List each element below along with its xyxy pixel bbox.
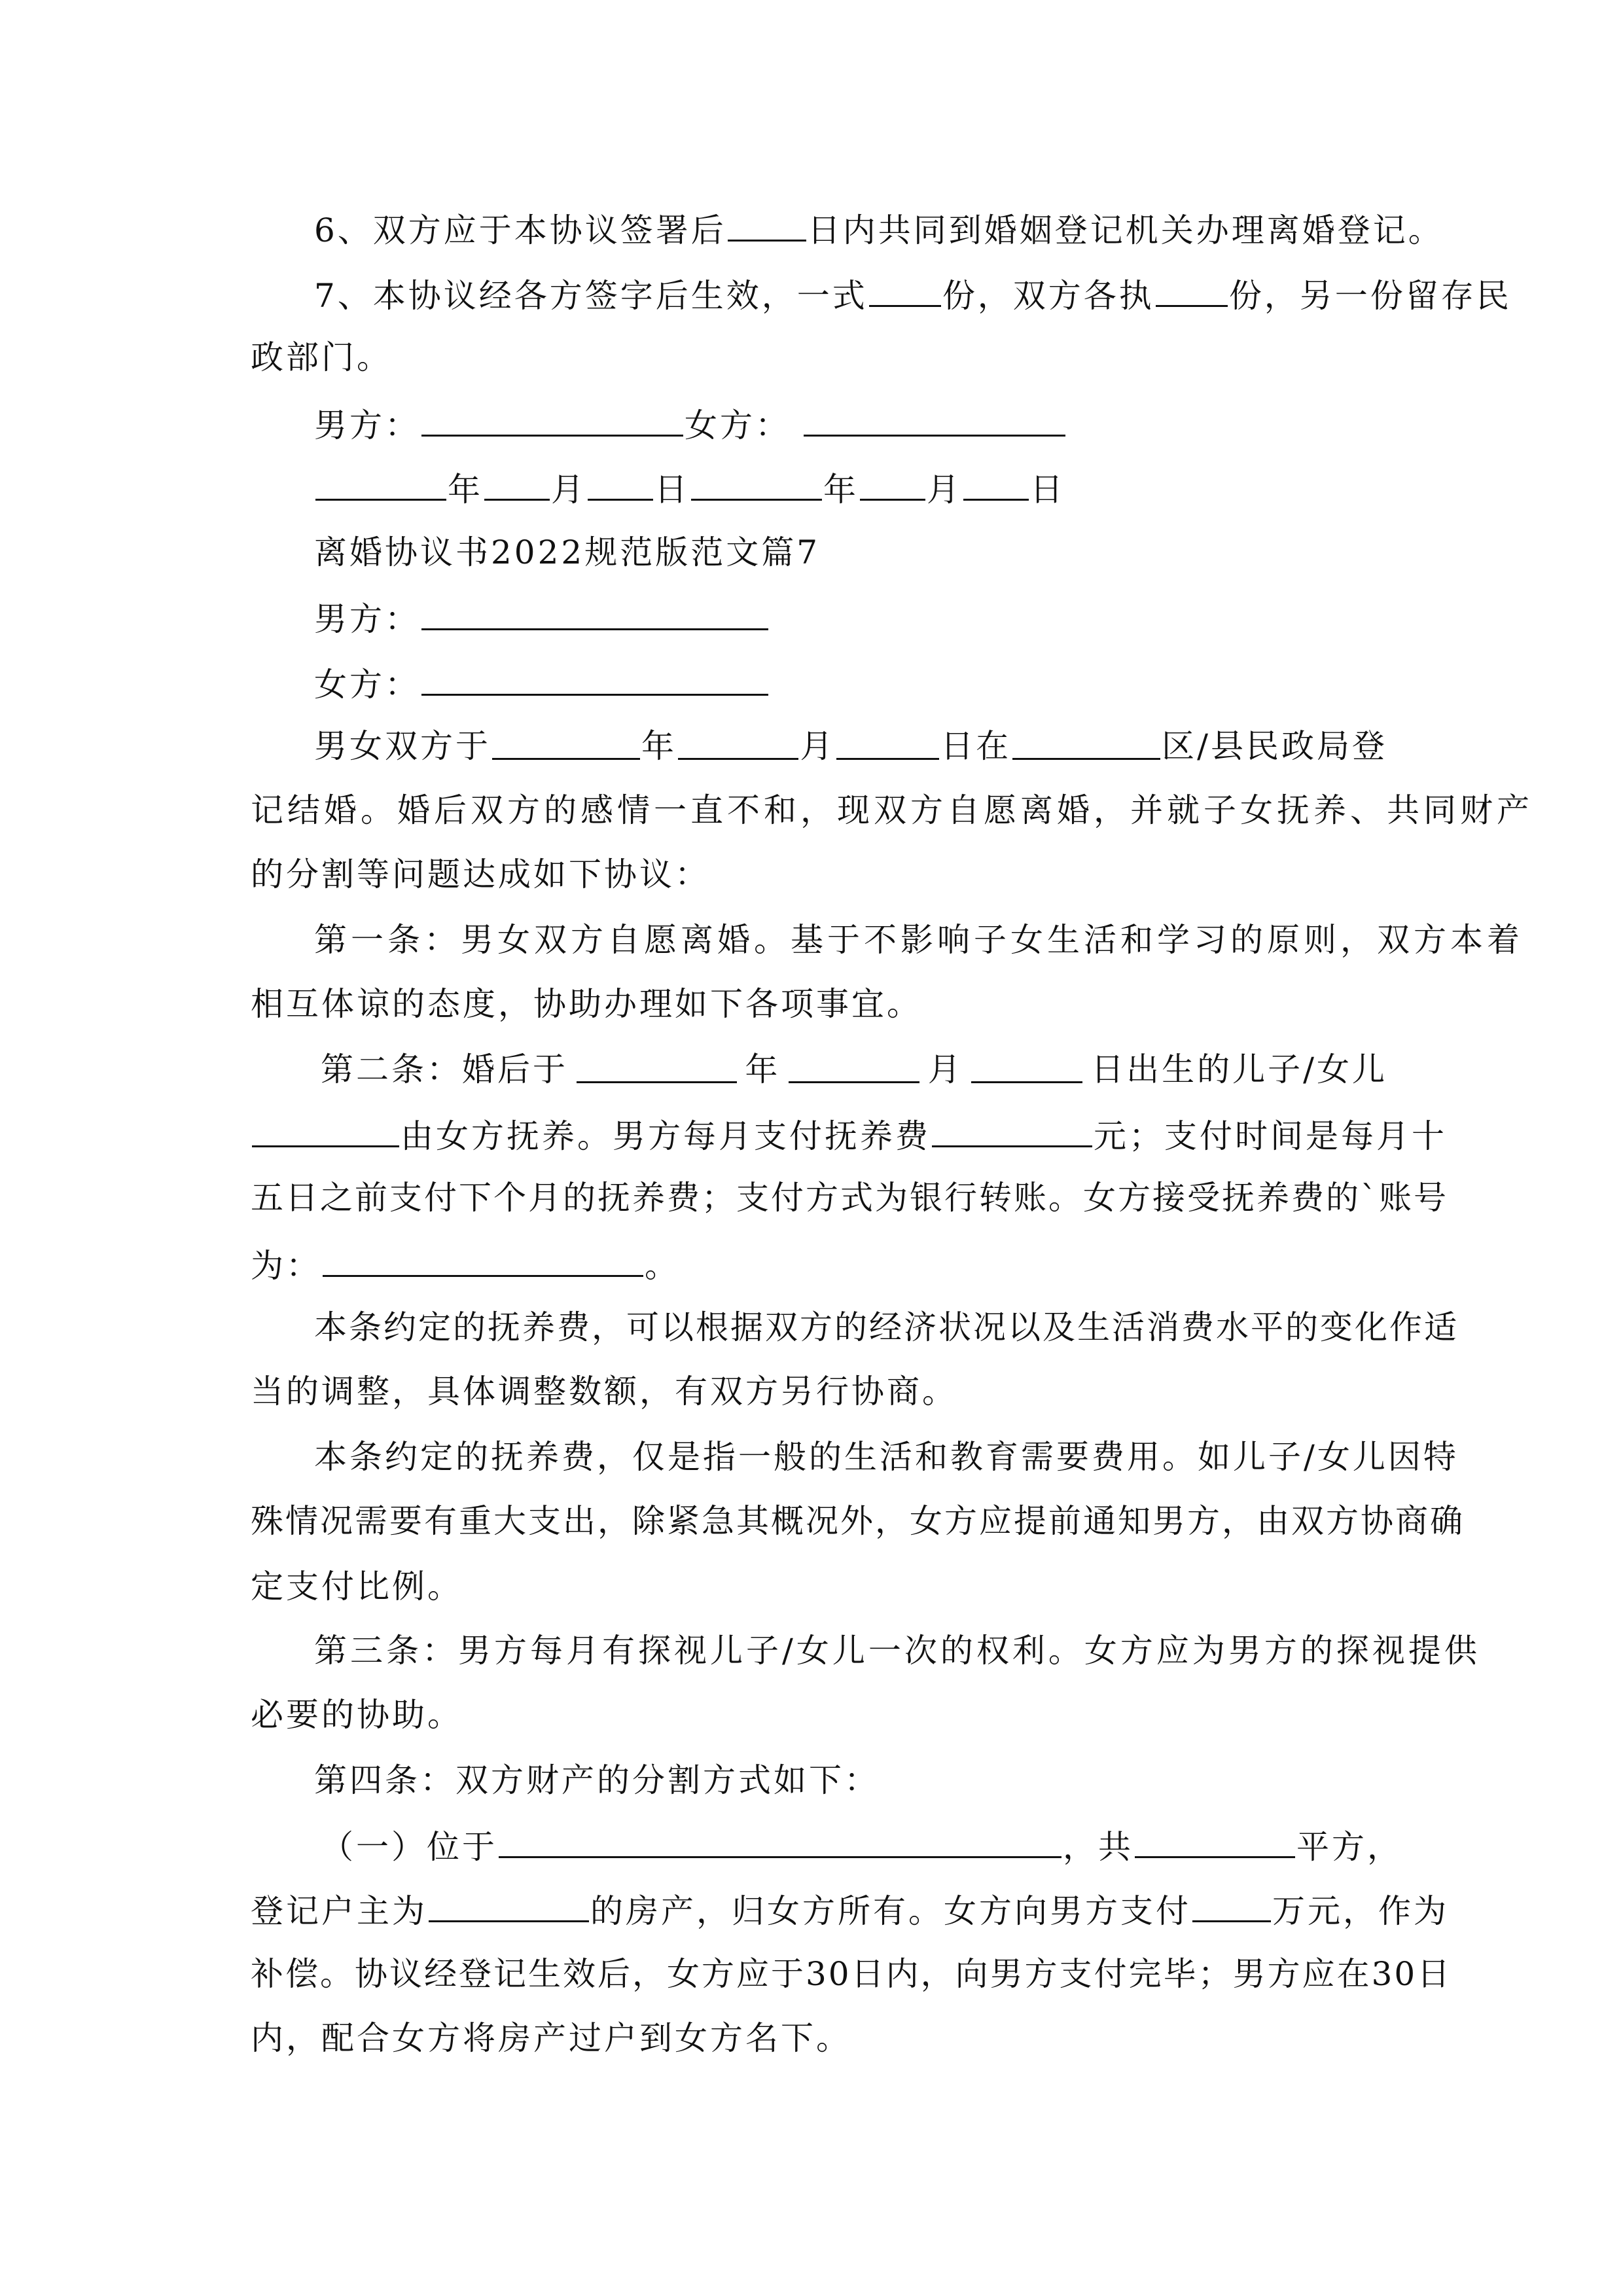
- clause-6-text-a: 6、双方应于本协议签署后: [314, 211, 726, 249]
- male-day-blank[interactable]: [588, 467, 653, 501]
- paragraph-line: 定支付比例。: [251, 1568, 463, 1605]
- female-party-label-2: 女方：: [314, 666, 420, 704]
- birth-year-label: 年: [745, 1050, 781, 1088]
- copies-each-blank[interactable]: [1156, 274, 1228, 307]
- article-1-line-2: 相互体谅的态度，协助办理如下各项事宜。: [251, 985, 922, 1023]
- marriage-text-a: 男女双方于: [314, 727, 491, 765]
- account-number-blank[interactable]: [323, 1244, 643, 1277]
- article-2-text-a: 第二条：婚后于: [321, 1050, 568, 1088]
- clause-7-line-2: 政部门。: [251, 338, 392, 376]
- marriage-year-blank[interactable]: [492, 726, 640, 760]
- property-location-blank[interactable]: [499, 1825, 1061, 1858]
- article-3-line: 第三条：男方每月有探视儿子/女儿一次的权利。女方应为男方的探视提供: [314, 1632, 1480, 1670]
- male-year-label: 年: [448, 471, 483, 509]
- birth-year-blank[interactable]: [577, 1050, 737, 1083]
- birth-month-label: 月: [927, 1050, 963, 1088]
- female-year-blank[interactable]: [691, 467, 822, 501]
- property-text-c: 平方，: [1296, 1828, 1402, 1866]
- paragraph-line: 殊情况需要有重大支出，除紧急其概况外，女方应提前通知男方，由双方协商确: [251, 1502, 1465, 1540]
- date-line: [314, 467, 1065, 509]
- male-party-label: 男方：: [314, 406, 420, 444]
- female-party-line: [314, 662, 770, 704]
- property-text-a: （一）位于: [321, 1828, 497, 1866]
- male-month-label: 月: [551, 471, 586, 509]
- article-2-line-2: [251, 1114, 1447, 1156]
- female-month-blank[interactable]: [860, 467, 925, 501]
- marriage-text-d: 日在: [940, 727, 1012, 765]
- property-line-2: [251, 1889, 1449, 1931]
- clause-6-text-b: 日内共同到婚姻登记机关办理离婚登记。: [807, 211, 1444, 249]
- child-name-blank[interactable]: [252, 1114, 399, 1147]
- paragraph-line: 记结婚。婚后双方的感情一直不和，现双方自愿离婚，并就子女抚养、共同财产: [251, 791, 1533, 829]
- female-party-signature-blank[interactable]: [804, 403, 1065, 437]
- property-area-blank[interactable]: [1135, 1825, 1295, 1858]
- paragraph-line: 当的调整，具体调整数额，有双方另行协商。: [251, 1372, 957, 1410]
- article-1-line: 第一条：男女双方自愿离婚。基于不影响子女生活和学习的原则，双方本着: [314, 921, 1524, 959]
- article-2-text-f: 元；支付时间是每月十: [1094, 1117, 1447, 1155]
- property-text-d: 登记户主为: [251, 1892, 427, 1930]
- account-period: 。: [645, 1247, 680, 1285]
- paragraph-line: 补偿。协议经登记生效后，女方应于30日内，向男方支付完毕；男方应在30日: [251, 1955, 1452, 1993]
- property-line: [321, 1825, 1402, 1867]
- male-party-label-2: 男方：: [314, 600, 420, 638]
- marriage-month-label: 月: [800, 727, 836, 765]
- article-2-line: [321, 1050, 1387, 1089]
- paragraph-line: 本条约定的抚养费，可以根据双方的经济状况以及生活消费水平的变化作适: [314, 1308, 1459, 1346]
- paragraph-line: 五日之前支付下个月的抚养费；支付方式为银行转账。女方接受抚养费的`账号: [251, 1179, 1448, 1217]
- account-label: 为：: [251, 1247, 321, 1285]
- days-blank[interactable]: [728, 208, 806, 242]
- female-party-name-blank[interactable]: [421, 662, 768, 696]
- marriage-month-blank[interactable]: [678, 726, 798, 760]
- female-year-label: 年: [823, 471, 859, 509]
- article-4-line: 第四条：双方财产的分割方式如下：: [314, 1761, 880, 1799]
- female-day-label: 日: [1030, 471, 1065, 509]
- clause-7-line: [314, 274, 1512, 315]
- clause-7-text-c: 份，另一份留存民: [1228, 277, 1512, 315]
- property-text-b: ，共: [1063, 1828, 1133, 1866]
- marriage-text-e: 区/县民政局登: [1162, 727, 1387, 765]
- male-day-label: 日: [654, 471, 690, 509]
- female-party-label: 女方：: [685, 406, 791, 444]
- compensation-amount-blank[interactable]: [1192, 1889, 1271, 1922]
- male-year-blank[interactable]: [315, 467, 446, 501]
- account-line: [251, 1244, 680, 1285]
- paragraph-line: 内，配合女方将房产过户到女方名下。: [251, 2019, 851, 2057]
- paragraph-line: 本条约定的抚养费，仅是指一般的生活和教育需要费用。如儿子/女儿因特: [314, 1438, 1459, 1476]
- paragraph-line: 的分割等问题达成如下协议：: [251, 855, 710, 893]
- marriage-registration-line: [314, 726, 1387, 766]
- section-title: 离婚协议书2022规范版范文篇7: [314, 533, 821, 571]
- article-2-text-d: 日出生的儿子/女儿: [1091, 1050, 1387, 1088]
- article-3-line-2: 必要的协助。: [251, 1696, 463, 1734]
- clause-6-line: [314, 208, 1444, 250]
- female-month-label: 月: [927, 471, 962, 509]
- male-party-line: [314, 597, 770, 639]
- clause-7-text-a: 7、本协议经各方签字后生效，一式: [314, 277, 868, 315]
- birth-day-blank[interactable]: [971, 1050, 1082, 1083]
- marriage-year-label: 年: [641, 727, 677, 765]
- male-month-blank[interactable]: [484, 467, 550, 501]
- signature-line: [314, 403, 1067, 445]
- copies-total-blank[interactable]: [869, 274, 941, 307]
- support-amount-blank[interactable]: [932, 1114, 1092, 1147]
- marriage-day-blank[interactable]: [836, 726, 939, 760]
- birth-month-blank[interactable]: [789, 1050, 919, 1083]
- clause-7-text-b: 份，双方各执: [942, 277, 1154, 315]
- article-2-text-e: 由女方抚养。男方每月支付抚养费: [401, 1117, 931, 1155]
- property-text-f: 万元，作为: [1272, 1892, 1449, 1930]
- female-day-blank[interactable]: [963, 467, 1029, 501]
- male-party-name-blank[interactable]: [421, 597, 768, 630]
- male-party-signature-blank[interactable]: [421, 403, 683, 437]
- householder-blank[interactable]: [429, 1889, 589, 1922]
- district-blank[interactable]: [1012, 726, 1160, 760]
- property-text-e: 的房产，归女方所有。女方向男方支付: [590, 1892, 1191, 1930]
